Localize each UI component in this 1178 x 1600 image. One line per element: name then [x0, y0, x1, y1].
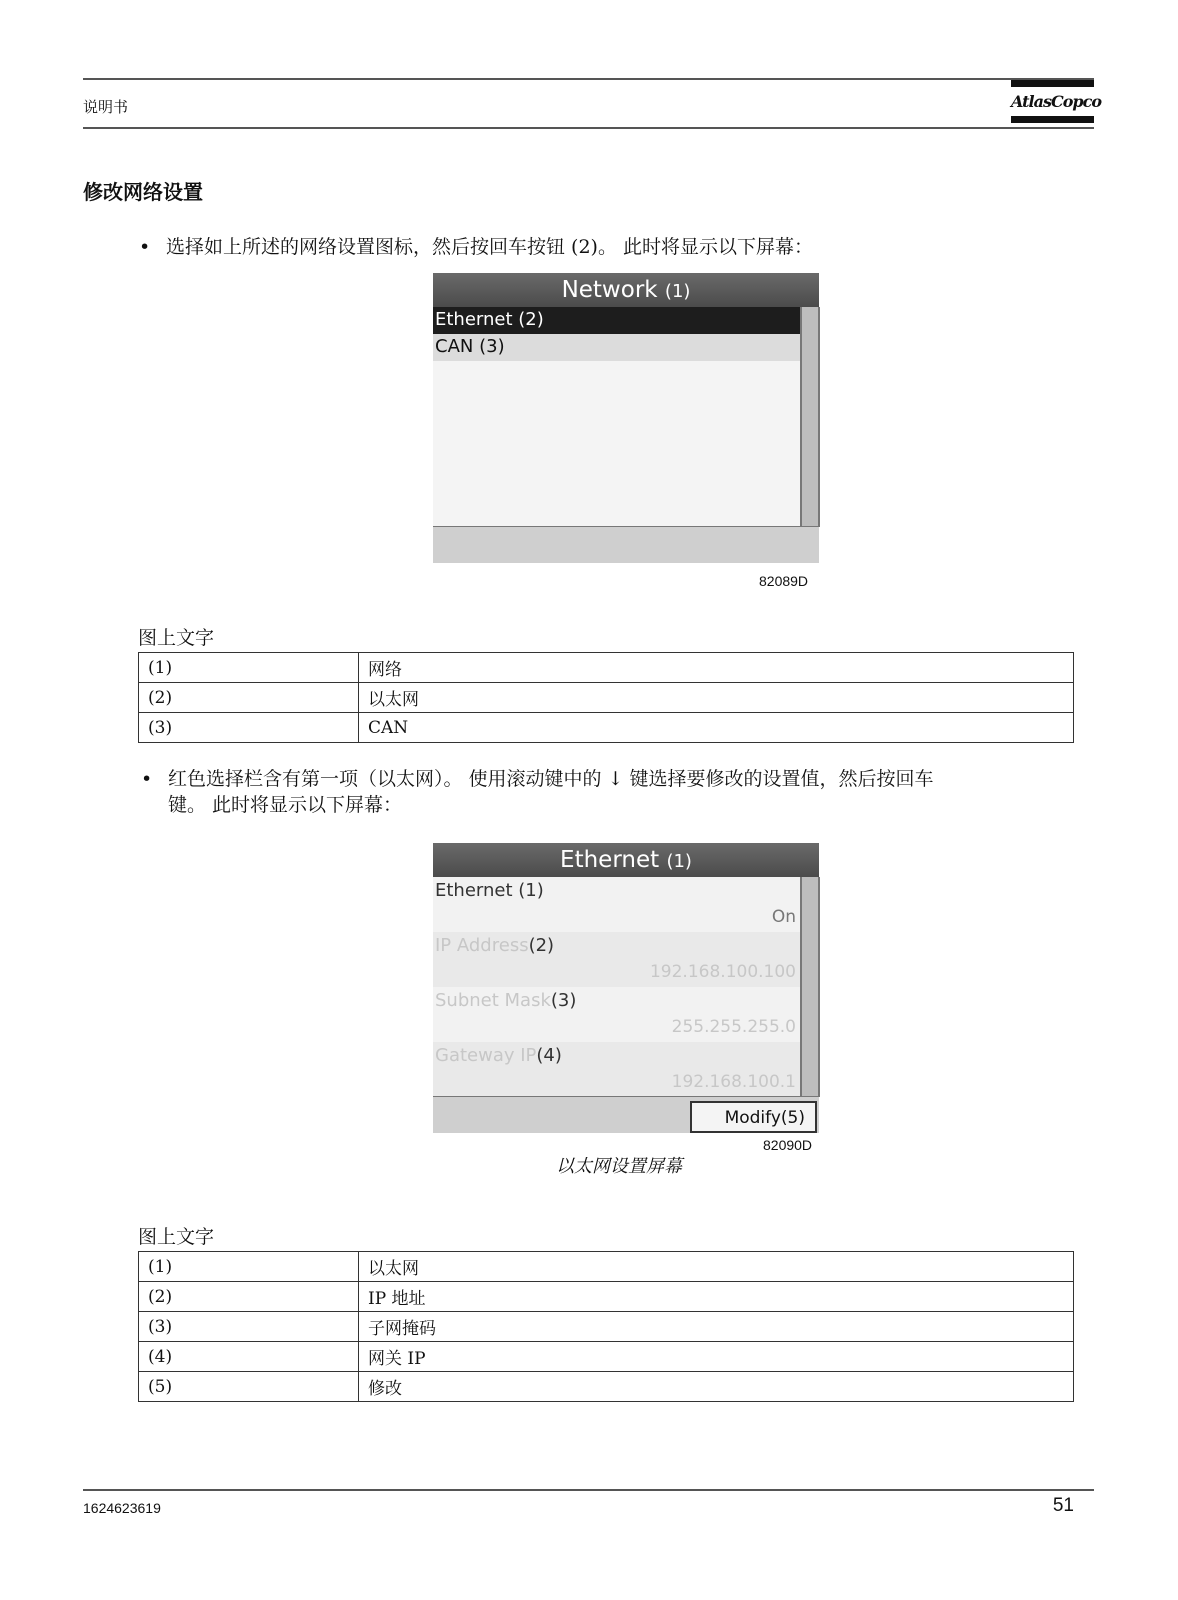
table-row	[139, 1342, 1074, 1372]
field-label: Subnet Mask(3)	[435, 990, 577, 1011]
ref-cell: (3)	[139, 1312, 359, 1342]
legend-table-ethernet	[138, 1251, 1074, 1402]
field-value: 192.168.100.100	[649, 962, 796, 982]
network-screen	[433, 273, 819, 563]
menu-item-ethernet[interactable]: Ethernet (2)	[433, 307, 800, 334]
field-ethernet[interactable]	[433, 877, 800, 932]
ethernet-screen-title: Ethernet (1)	[433, 843, 819, 878]
text-cell: 以太网	[359, 683, 1074, 713]
ref-cell: (3)	[139, 713, 359, 743]
field-value: 192.168.100.1	[671, 1072, 796, 1092]
figure-id: 82090D	[763, 1137, 813, 1153]
instruction-bullet-1: • 选择如上所述的网络设置图标，然后按回车按钮 (2)。 此时将显示以下屏幕：	[139, 236, 813, 258]
document-number: 1624623619	[83, 1500, 161, 1516]
table-row	[139, 713, 1074, 743]
scrollbar[interactable]	[800, 877, 820, 1097]
table-row	[139, 653, 1074, 683]
field-value: On	[771, 907, 796, 927]
menu-item-can[interactable]: CAN (3)	[433, 334, 800, 361]
legend-caption: 图上文字	[138, 627, 215, 649]
table-row	[139, 1252, 1074, 1282]
table-row	[139, 1312, 1074, 1342]
field-value: 255.255.255.0	[671, 1017, 796, 1037]
instruction-bullet-2-cont: 键。 此时将显示以下屏幕：	[168, 794, 403, 816]
field-label: Gateway IP(4)	[435, 1045, 562, 1066]
ref-cell: (5)	[139, 1372, 359, 1402]
header-bottom-rule	[83, 127, 1094, 129]
ref-cell: (2)	[139, 683, 359, 713]
instruction-bullet-2: • 红色选择栏含有第一项（以太网）。 使用滚动键中的 ↓ 键选择要修改的设置值，然后按回车	[141, 768, 934, 790]
scrollbar[interactable]	[800, 307, 820, 527]
table-row	[139, 1372, 1074, 1402]
footer-rule	[83, 1489, 1094, 1491]
legend-caption: 图上文字	[138, 1226, 215, 1248]
table-row	[139, 683, 1074, 713]
ref-cell: (4)	[139, 1342, 359, 1372]
field-gateway-ip[interactable]	[433, 1042, 800, 1097]
document-type: 说明书	[83, 98, 129, 116]
text-cell: 网络	[359, 653, 1074, 683]
legend-table-network	[138, 652, 1074, 743]
text-cell: 修改	[359, 1372, 1074, 1402]
table-row	[139, 1282, 1074, 1312]
ref-cell: (1)	[139, 653, 359, 683]
text-cell: IP 地址	[359, 1282, 1074, 1312]
field-ip-address[interactable]	[433, 932, 800, 987]
field-label: Ethernet (1)	[435, 880, 544, 901]
text-cell: 子网掩码	[359, 1312, 1074, 1342]
text-cell: 以太网	[359, 1252, 1074, 1282]
ref-cell: (1)	[139, 1252, 359, 1282]
page-number: 51	[1052, 1495, 1074, 1516]
header-top-rule	[83, 78, 1094, 80]
ref-cell: (2)	[139, 1282, 359, 1312]
figure-id: 82089D	[759, 573, 809, 589]
network-screen-title: Network (1)	[433, 273, 819, 308]
field-subnet-mask[interactable]	[433, 987, 800, 1042]
modify-button[interactable]: Modify(5)	[690, 1101, 817, 1133]
text-cell: 网关 IP	[359, 1342, 1074, 1372]
text-cell: CAN	[359, 713, 1074, 743]
ethernet-screen	[433, 843, 819, 1133]
field-label: IP Address(2)	[435, 935, 555, 956]
figure-caption: 以太网设置屏幕	[556, 1156, 682, 1177]
atlas-copco-logo: AtlasCopco	[1011, 80, 1094, 126]
section-title: 修改网络设置	[83, 180, 203, 204]
network-screen-footer	[433, 526, 819, 563]
